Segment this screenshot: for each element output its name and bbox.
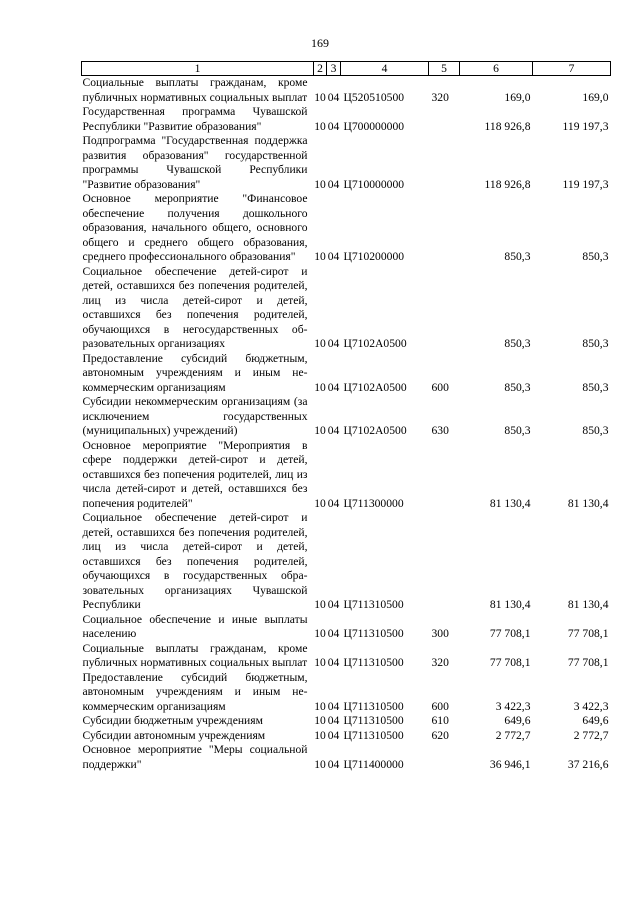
row-name: Основное мероприятие "Мероприятия в сфере поддержки детей-сирот и детей, оставшихся без попечения родителей, лиц из числа детей-сирот и детей, оставшихся без попечения родителей" xyxy=(82,438,308,510)
row-amount-year-1: 850,3 xyxy=(504,380,531,394)
row-amount-year-2: 119 197,3 xyxy=(562,177,609,191)
row-amount-year-1: 77 708,1 xyxy=(489,627,531,640)
row-subsection: 04 xyxy=(327,627,340,640)
row-expense-type xyxy=(429,439,460,512)
table-row xyxy=(82,714,611,729)
row-subsection: 04 xyxy=(327,250,340,263)
row-section: 10 xyxy=(314,699,326,713)
row-section: 10 xyxy=(314,757,326,771)
row-target-code: Ц520510500 xyxy=(343,90,405,104)
row-expense-type: 600 xyxy=(431,699,449,713)
row-expense-type xyxy=(429,511,460,613)
row-amount-year-1: 850,3 xyxy=(504,337,531,350)
row-amount-year-1: 118 926,8 xyxy=(484,177,531,191)
table-row xyxy=(82,642,611,671)
row-amount-year-2: 81 130,4 xyxy=(567,496,609,510)
header-col-4: 4 xyxy=(341,62,429,76)
row-target-code: Ц711300000 xyxy=(343,496,404,510)
row-amount-year-1: 850,3 xyxy=(504,250,531,263)
row-name: Государственная программа Чувашской Республики "Развитие образования" xyxy=(82,105,308,133)
row-target-code: Ц7102А0500 xyxy=(343,380,407,394)
row-expense-type: 620 xyxy=(431,728,449,742)
table-row xyxy=(82,352,611,396)
row-section: 10 xyxy=(314,177,326,191)
row-subsection: 04 xyxy=(327,380,340,394)
row-amount-year-2: 81 130,4 xyxy=(567,598,609,611)
row-amount-year-1: 81 130,4 xyxy=(489,598,531,611)
row-subsection: 04 xyxy=(327,656,340,669)
row-name: Основное мероприятие "Меры социальной поддержки" xyxy=(82,743,308,771)
row-section: 10 xyxy=(314,496,326,510)
row-subsection: 04 xyxy=(327,699,340,713)
row-subsection: 04 xyxy=(327,90,340,104)
row-section: 10 xyxy=(314,598,326,611)
row-amount-year-2: 850,3 xyxy=(582,337,609,350)
row-expense-type xyxy=(429,265,460,352)
row-section: 10 xyxy=(314,728,326,742)
row-target-code: Ц7102А0500 xyxy=(343,337,407,350)
header-col-3: 3 xyxy=(327,62,341,76)
header-col-5: 5 xyxy=(429,62,460,76)
table-row xyxy=(82,439,611,512)
row-name: Предоставление субсидий бюджетным, автономным учреждениям и иным некоммерческим организациям xyxy=(82,351,308,394)
row-name: Социальные выплаты гражданам, кроме публичных нормативных социальных выплат xyxy=(82,641,308,669)
row-subsection: 04 xyxy=(327,598,340,611)
table-row xyxy=(82,671,611,715)
row-section: 10 xyxy=(314,627,326,640)
row-subsection: 04 xyxy=(327,177,340,191)
row-target-code: Ц711310500 xyxy=(343,714,404,727)
row-amount-year-2: 649,6 xyxy=(582,714,609,727)
row-name: Социальное обеспечение и иные выплаты населению xyxy=(82,612,308,640)
row-target-code: Ц711310500 xyxy=(343,627,404,640)
row-subsection: 04 xyxy=(327,496,340,510)
row-subsection: 04 xyxy=(327,714,340,727)
table-row xyxy=(82,511,611,613)
row-amount-year-2: 119 197,3 xyxy=(562,119,609,133)
row-section: 10 xyxy=(314,714,326,727)
row-section: 10 xyxy=(314,380,326,394)
page-number: 169 xyxy=(311,36,329,50)
table-row xyxy=(82,192,611,265)
row-amount-year-1: 649,6 xyxy=(504,714,531,727)
row-name: Социальное обеспечение детей-сирот и детей, оставшихся без попечения родителей, лиц из числа детей-сирот и детей, оставшихся без попечения родителей, обучающихся в негосударственных образовательных организациях xyxy=(82,264,308,350)
row-section: 10 xyxy=(314,656,326,669)
row-amount-year-2: 37 216,6 xyxy=(567,757,609,771)
row-name: Субсидии автономным учреждениям xyxy=(82,728,266,742)
row-amount-year-2: 850,3 xyxy=(582,424,609,437)
row-expense-type: 630 xyxy=(431,424,449,437)
header-col-2: 2 xyxy=(314,62,327,76)
row-target-code: Ц711310500 xyxy=(343,656,404,669)
table-row xyxy=(82,265,611,352)
table-row xyxy=(82,613,611,642)
row-target-code: Ц700000000 xyxy=(343,119,405,133)
table-row xyxy=(82,134,611,192)
row-amount-year-2: 77 708,1 xyxy=(567,656,609,669)
row-target-code: Ц711310500 xyxy=(343,699,404,713)
row-target-code: Ц711310500 xyxy=(343,728,404,742)
row-amount-year-1: 850,3 xyxy=(504,424,531,437)
row-amount-year-1: 2 772,7 xyxy=(495,728,531,742)
row-amount-year-2: 850,3 xyxy=(582,250,609,263)
row-name: Подпрограмма "Государственная поддержка развития образования" государственной программы Чувашской Республики "Развитие образования" xyxy=(82,134,308,191)
row-amount-year-2: 169,0 xyxy=(582,90,609,104)
row-amount-year-1: 77 708,1 xyxy=(489,656,531,669)
row-expense-type xyxy=(429,134,460,192)
row-target-code: Ц711310500 xyxy=(343,598,404,611)
table-row xyxy=(82,76,611,106)
table-body xyxy=(82,76,611,773)
budget-table xyxy=(81,61,611,772)
row-section: 10 xyxy=(314,90,326,104)
row-subsection: 04 xyxy=(327,119,340,133)
header-col-6: 6 xyxy=(460,62,533,76)
row-amount-year-1: 3 422,3 xyxy=(495,699,531,713)
row-subsection: 04 xyxy=(327,757,340,771)
table-row xyxy=(82,743,611,772)
row-amount-year-1: 81 130,4 xyxy=(489,496,531,510)
row-name: Социальные выплаты гражданам, кроме публичных нормативных социальных выплат xyxy=(82,76,308,104)
row-expense-type: 600 xyxy=(431,380,449,394)
row-name: Субсидии бюджетным учреждениям xyxy=(82,714,263,727)
row-expense-type xyxy=(429,192,460,265)
header-col-7: 7 xyxy=(533,62,611,76)
row-subsection: 04 xyxy=(327,728,340,742)
row-section: 10 xyxy=(314,424,326,437)
row-target-code: Ц711400000 xyxy=(343,757,404,771)
row-amount-year-2: 3 422,3 xyxy=(573,699,609,713)
row-amount-year-2: 850,3 xyxy=(582,380,609,394)
table-row xyxy=(82,105,611,134)
header-col-1: 1 xyxy=(82,62,314,76)
row-name: Предоставление субсидий бюджетным, автономным учреждениям и иным некоммерческим организациям xyxy=(82,670,308,713)
row-amount-year-1: 118 926,8 xyxy=(484,119,531,133)
row-expense-type xyxy=(429,743,460,772)
row-expense-type: 610 xyxy=(431,714,449,727)
table-row xyxy=(82,395,611,439)
row-section: 10 xyxy=(314,119,326,133)
row-expense-type: 320 xyxy=(431,656,449,669)
row-target-code: Ц710200000 xyxy=(343,250,405,263)
table-header-row xyxy=(82,62,611,76)
row-target-code: Ц7102А0500 xyxy=(343,424,407,437)
row-name: Основное мероприятие "Финансовое обеспечение получения дошкольного образования, начального общего, основного общего и среднего общего образования, среднего профессионального образования" xyxy=(82,192,308,263)
row-amount-year-2: 77 708,1 xyxy=(567,627,609,640)
row-name: Социальное обеспечение детей-сирот и детей, оставшихся без попечения родителей, лиц из числа детей-сирот и детей, оставшихся без попечения родителей, обучающихся в государственных образовательных организациях Чувашской Республики xyxy=(82,511,308,611)
row-section: 10 xyxy=(314,337,326,350)
row-amount-year-1: 169,0 xyxy=(504,90,531,104)
table-row xyxy=(82,729,611,744)
row-target-code: Ц710000000 xyxy=(343,177,405,191)
row-expense-type xyxy=(429,105,460,134)
row-subsection: 04 xyxy=(327,337,340,350)
row-amount-year-2: 2 772,7 xyxy=(573,728,609,742)
row-expense-type: 320 xyxy=(431,90,449,104)
row-expense-type: 300 xyxy=(431,627,449,640)
row-amount-year-1: 36 946,1 xyxy=(489,757,531,771)
row-subsection: 04 xyxy=(327,424,340,437)
row-name: Субсидии некоммерческим организациям (за исключением государственных (муниципальных) учреждений) xyxy=(82,395,308,437)
row-section: 10 xyxy=(314,250,326,263)
